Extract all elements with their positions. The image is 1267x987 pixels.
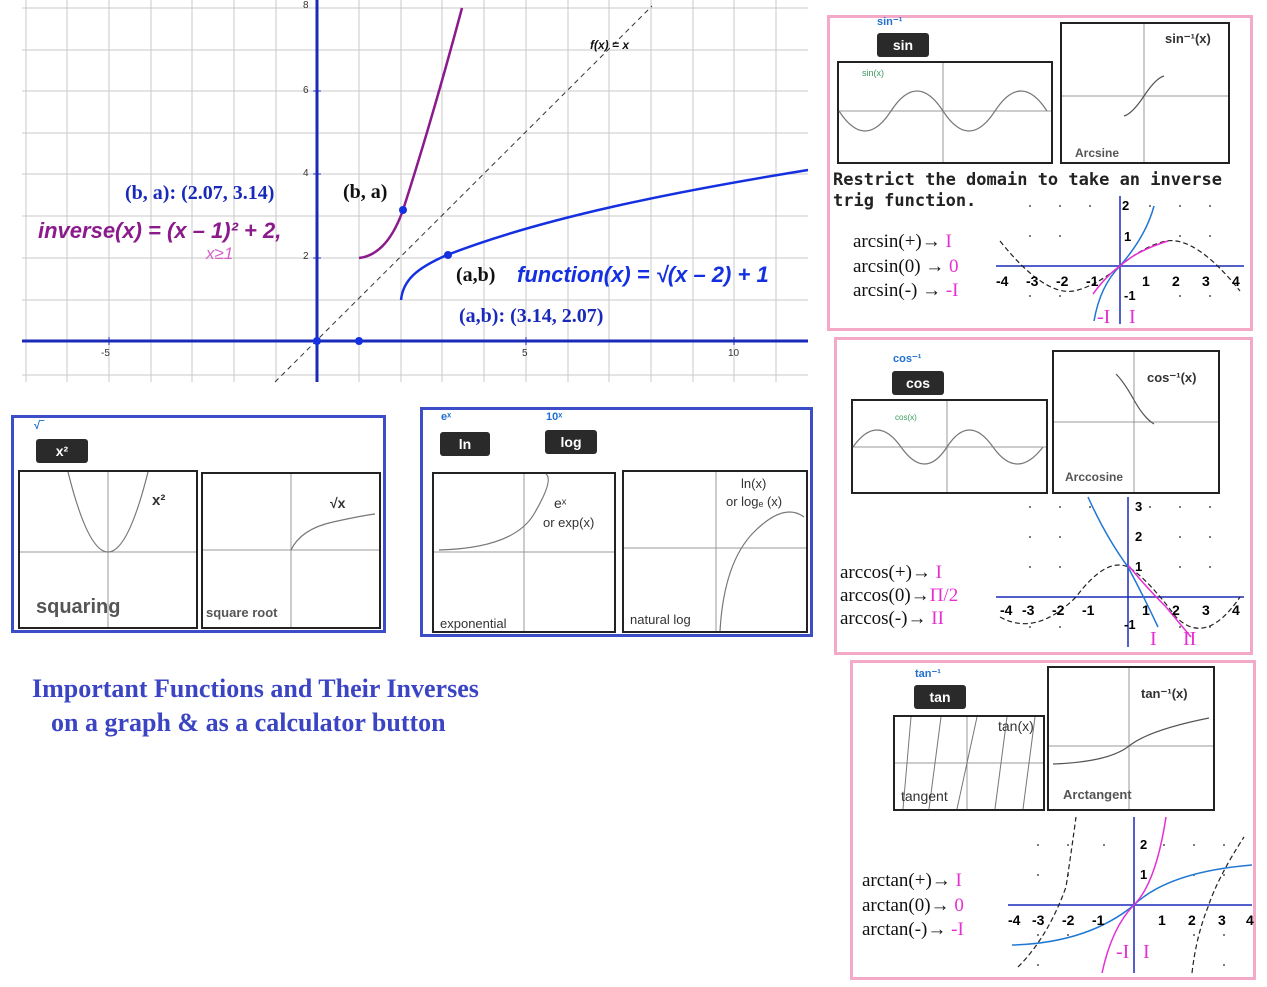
- arctan-row-positive-text: arctan(+)→: [862, 870, 951, 891]
- restrict-domain-note: Restrict the domain to take an inverse trig function.: [833, 170, 1222, 211]
- svg-text:-3: -3: [1022, 602, 1035, 618]
- sine-mini-label: sin(x): [862, 68, 884, 78]
- svg-text:4: 4: [1232, 602, 1240, 618]
- arctan-row-positive: [862, 870, 962, 892]
- arccos-row-zero-text: arccos(0)→: [840, 585, 930, 606]
- y-tick-4: 4: [303, 168, 309, 179]
- svg-text:1: 1: [1158, 912, 1166, 928]
- svg-text:2: 2: [1140, 837, 1148, 852]
- square-root-graph-label: √x: [330, 495, 346, 511]
- arcsine-caption: Arcsine: [1075, 146, 1120, 160]
- arccos-quadrant-1: I: [1150, 628, 1157, 650]
- arctan-quadrant-pos: I: [1143, 941, 1150, 963]
- tan-button[interactable]: tan: [914, 685, 966, 709]
- squaring-caption: squaring: [36, 596, 121, 618]
- arctan-row-positive-result: I: [955, 870, 962, 891]
- arccos-row-negative: [840, 608, 944, 630]
- exponential-label-2: or exp(x): [543, 515, 595, 530]
- sqrt-key-label: √‾: [34, 420, 44, 432]
- ab-point-label: (a,b): (3.14, 2.07): [459, 305, 604, 327]
- arccos-row-negative-result: II: [931, 608, 944, 629]
- 10x-key-label: 10ˣ: [546, 411, 563, 423]
- svg-text:-3: -3: [1032, 912, 1045, 928]
- arcsin-row-zero: [853, 256, 959, 278]
- function-label: function(x) = √(x – 2) + 1: [517, 262, 769, 287]
- arccos-quadrant-2: II: [1183, 628, 1197, 650]
- arccos-row-zero: [840, 585, 958, 607]
- arctan-row-negative: [862, 919, 964, 941]
- squaring-graph-label: x²: [152, 492, 166, 509]
- svg-text:-4: -4: [1000, 602, 1013, 618]
- arcsin-graph: [996, 196, 1244, 324]
- svg-text:-1: -1: [1086, 273, 1099, 289]
- arcsin-row-positive: [853, 231, 952, 253]
- svg-text:-2: -2: [1056, 273, 1069, 289]
- arccos-graph: [996, 497, 1244, 647]
- arcsin-row-positive-result: I: [945, 231, 952, 252]
- svg-text:3: 3: [1135, 499, 1143, 514]
- arctan-row-negative-text: arctan(-)→: [862, 919, 947, 940]
- exponential-mini-graph: [432, 472, 616, 633]
- svg-text:1: 1: [1135, 559, 1143, 574]
- svg-text:-1: -1: [1092, 912, 1105, 928]
- page-title-line-2: on a graph & as a calculator button: [51, 708, 446, 737]
- arctan-row-zero-text: arctan(0)→: [862, 895, 950, 916]
- sin-inverse-key-label: sin⁻¹: [877, 16, 903, 28]
- svg-text:3: 3: [1218, 912, 1226, 928]
- svg-text:2: 2: [1188, 912, 1196, 928]
- inverse-label: inverse(x) = (x – 1)² + 2,: [38, 218, 282, 243]
- arccos-row-zero-result: Π/2: [929, 585, 959, 606]
- svg-text:-1: -1: [1124, 288, 1136, 303]
- svg-text:-2: -2: [1062, 912, 1075, 928]
- x-tick-5: 5: [522, 348, 528, 359]
- arctan-row-zero-result: 0: [954, 895, 964, 916]
- arctangent-mini-label: tan⁻¹(x): [1141, 686, 1188, 701]
- arcsin-row-zero-text: arcsin(0) →: [853, 256, 945, 277]
- x-tick-neg5: -5: [101, 348, 110, 359]
- y-tick-8: 8: [303, 0, 309, 11]
- arcsin-row-negative-text: arcsin(-) →: [853, 280, 942, 301]
- exponential-caption: exponential: [440, 616, 507, 631]
- svg-text:-4: -4: [1008, 912, 1021, 928]
- arccos-row-negative-text: arccos(-)→: [840, 608, 927, 629]
- svg-text:-4: -4: [996, 273, 1009, 289]
- square-root-caption: square root: [206, 605, 278, 620]
- svg-text:4: 4: [1232, 273, 1240, 289]
- svg-text:2: 2: [1135, 529, 1143, 544]
- arcsin-quadrant-pos: I: [1129, 306, 1136, 328]
- svg-text:3: 3: [1202, 273, 1210, 289]
- natural-log-caption: natural log: [630, 612, 691, 627]
- page-title-line-1: Important Functions and Their Inverses: [32, 674, 479, 703]
- arctangent-caption: Arctangent: [1063, 787, 1132, 802]
- svg-text:-1: -1: [1124, 617, 1136, 632]
- cosine-mini-label: cos(x): [895, 413, 917, 422]
- arcsin-row-positive-text: arcsin(+)→: [853, 231, 941, 252]
- cosine-mini-graph: [851, 399, 1048, 494]
- svg-text:-2: -2: [1052, 602, 1065, 618]
- arctan-row-negative-result: -I: [951, 919, 964, 940]
- cos-inverse-key-label: cos⁻¹: [893, 353, 922, 365]
- arccos-row-positive-result: I: [935, 562, 942, 583]
- svg-text:-1: -1: [1082, 602, 1095, 618]
- exponential-label-1: eˣ: [554, 495, 567, 511]
- arccos-row-positive: [840, 562, 942, 584]
- sin-button[interactable]: sin: [877, 33, 929, 57]
- cos-button[interactable]: cos: [892, 371, 944, 395]
- log-button[interactable]: log: [545, 430, 597, 454]
- arccosine-mini-label: cos⁻¹(x): [1147, 370, 1197, 385]
- arctan-quadrant-neg: -I: [1116, 941, 1130, 963]
- ab-curve-label: (a,b): [456, 264, 496, 286]
- arccos-row-positive-text: arccos(+)→: [840, 562, 931, 583]
- tangent-mini-label: tan(x): [998, 718, 1034, 734]
- y-tick-6: 6: [303, 85, 309, 96]
- svg-text:1: 1: [1140, 867, 1148, 882]
- tan-inverse-key-label: tan⁻¹: [915, 668, 941, 680]
- svg-text:1: 1: [1124, 229, 1132, 244]
- ln-button[interactable]: ln: [440, 432, 490, 456]
- arcsine-mini-label: sin⁻¹(x): [1165, 31, 1211, 46]
- fx-label: f(x) = x: [590, 38, 630, 52]
- svg-text:4: 4: [1246, 912, 1254, 928]
- x-squared-button[interactable]: x²: [36, 439, 88, 463]
- svg-text:2: 2: [1172, 602, 1180, 618]
- inverse-domain: x≥1: [206, 244, 234, 263]
- arcsin-row-negative: [853, 280, 959, 302]
- svg-text:2: 2: [1122, 198, 1130, 213]
- ba-curve-label: (b, a): [343, 181, 388, 203]
- svg-text:1: 1: [1142, 273, 1150, 289]
- tangent-caption: tangent: [901, 788, 948, 804]
- svg-text:3: 3: [1202, 602, 1210, 618]
- arctan-graph: [1008, 817, 1252, 973]
- arcsin-quadrant-neg: -I: [1097, 306, 1111, 328]
- arccosine-caption: Arccosine: [1065, 470, 1124, 484]
- ex-key-label: eˣ: [441, 411, 452, 423]
- natural-log-label-1: ln(x): [741, 476, 767, 491]
- arcsin-row-zero-result: 0: [949, 256, 959, 277]
- ba-point-label: (b, a): (2.07, 3.14): [125, 182, 275, 204]
- arcsin-row-negative-result: -I: [945, 280, 959, 301]
- x-tick-10: 10: [728, 348, 740, 359]
- svg-text:2: 2: [1172, 273, 1180, 289]
- natural-log-label-2: or logₑ (x): [726, 494, 783, 509]
- svg-text:1: 1: [1142, 602, 1150, 618]
- arctan-row-zero: [862, 895, 964, 917]
- svg-text:-3: -3: [1026, 273, 1039, 289]
- y-tick-2: 2: [303, 251, 309, 262]
